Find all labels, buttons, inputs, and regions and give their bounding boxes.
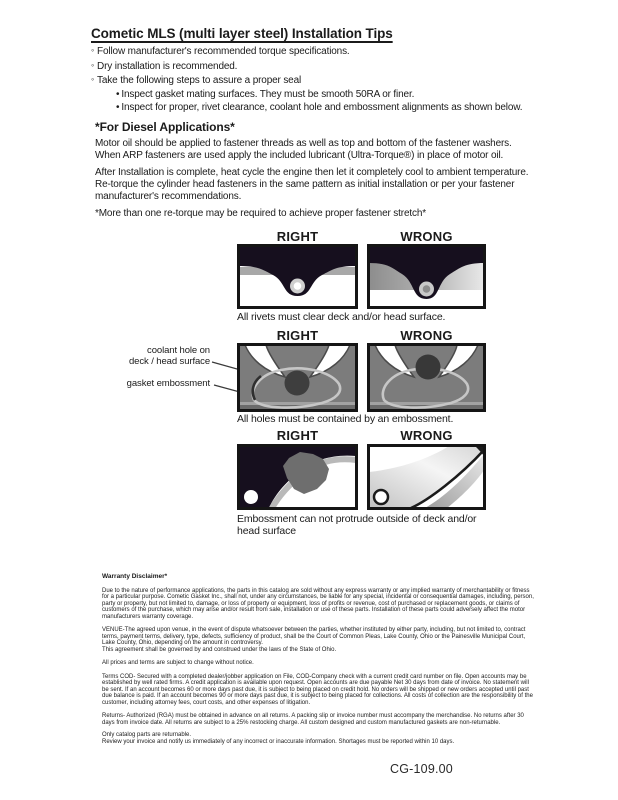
disclaimer-paragraph-returns: Returns- Authorized (RGA) must be obtained in advance on all returns. A packing slip or invoice number must accompany the merchandise. No returns after 30 days from invoice date. All returns are subject to a 25% restocking charge. All custom designed and custom manufactured gaskets are non-returnable. (102, 713, 524, 726)
sub-list-item (91, 88, 522, 102)
disclaimer-paragraph-prices: All prices and terms are subject to change without notice. (102, 660, 254, 666)
disclaimer-heading: Warranty Disclaimer* (102, 573, 168, 580)
row1-caption: All rivets must clear deck and/or head surface. (237, 311, 446, 323)
coolant-hole-callout: coolant hole on deck / head surface (128, 345, 210, 367)
right-label: RIGHT (276, 428, 319, 443)
filled-bullet-icon: • (116, 102, 120, 113)
wrong-label: WRONG (400, 229, 453, 244)
page-title: Cometic MLS (multi layer steel) Installation Tips (91, 26, 393, 41)
diesel-paragraph-1: Motor oil should be applied to fastener threads as well as top and bottom of the fastener washers. When ARP fasteners are used apply the included lubricant (Ultra-Torque®) in place of motor oil. (95, 138, 512, 161)
row2-caption: All holes must be contained by an embossment. (237, 413, 454, 425)
disclaimer-paragraph-venue: VENUE-The agreed upon venue, in the event of dispute whatsoever between the parties, whether instituted by either party, including, but not limited to, contract terms, payment terms, delivery, type, defects, sufficiency of product, shall be the Court of Common Pleas, Lake County, Ohio or the Painesville Municipal Court, Lake County, Ohio, depending on the amount in controversy. (102, 627, 526, 646)
list-item (91, 59, 522, 74)
retorque-note: *More than one re-torque may be required to achieve proper fastener stretch* (95, 208, 427, 219)
disclaimer-paragraph-review: Review your invoice and notify us immediately of any incorrect or inaccurate information. Shortages must be reported within 10 days. (102, 738, 455, 745)
installation-tips-list (91, 44, 522, 115)
list-item (91, 73, 522, 88)
sub-list-item-text: Inspect for proper, rivet clearance, coolant hole and embossment alignments as shown below. (121, 102, 523, 113)
sub-list-item (91, 101, 522, 115)
embossment-wrong-diagram (367, 444, 486, 510)
embossment-right-diagram (237, 444, 358, 510)
list-item (91, 44, 522, 59)
right-label: RIGHT (276, 328, 319, 343)
filled-bullet-icon: • (116, 88, 120, 100)
disclaimer-paragraph-catalog: Only catalog parts are returnable. (102, 732, 192, 738)
right-label: RIGHT (276, 229, 319, 244)
open-bullet-icon: ◦ (91, 74, 95, 84)
disclaimer-paragraph-governed: This agreement shall be governed by and construed under the laws of the State of Ohio. (102, 646, 337, 653)
disclaimer-paragraph-terms: Terms COD- Secured with a completed dealer/jobber application on File, COD-Company check with a current credit card number on file. Open accounts may be established by well rated firms. A credit application is available upon request. Open accounts are due payable Net 30 days from date of invoice. No statement will be sent. If an account becomes 60 or more days past due, it is subject to being placed on credit hold. No orders will be shipped or new orders accepted until past due balance is paid. If an account becomes 90 or more days past due, it is subject to being placed for collections. All costs of collection are the responsibility of the customer, including attorney fees, court costs, and other expenses of litigation. (102, 673, 533, 706)
wrong-label: WRONG (400, 428, 453, 443)
open-bullet-icon: ◦ (91, 45, 95, 55)
row3-caption: Embossment can not protrude outside of deck and/or head surface (237, 513, 477, 537)
rivet-right-diagram (237, 244, 358, 309)
sub-list-item-text: Inspect gasket mating surfaces. They must be smooth 50RA or finer. (121, 88, 415, 100)
disclaimer-paragraph-warranty: Due to the nature of performance applications, the parts in this catalog are sold without any express warranty or any implied warranty of merchantability or fitness for a particular purpose. Cometic Gasket Inc., shall not, under any circumstances, be liable for any special, incidental or consequential damages, including, person, party or property, but not limited to, damage, or loss of property or equipment, loss of profits or revenue, cost of purchased or replacement goods, or claims of customers of the purchase, which may arise and/or result from sale, installation or use of these parts. Installation of these parts could adversely affect the motor manufacturers warranty coverage. (102, 587, 534, 620)
warranty-disclaimer (102, 574, 534, 745)
list-item-text: Follow manufacturer's recommended torque specifications. (97, 46, 350, 57)
list-item-text: Dry installation is recommended. (97, 60, 238, 72)
list-item-text: Take the following steps to assure a proper seal (97, 75, 302, 86)
page-code: CG-109.00 (390, 762, 453, 776)
open-bullet-icon: ◦ (91, 59, 95, 70)
rivet-wrong-diagram (367, 244, 486, 309)
diesel-paragraph-2: After Installation is complete, heat cycle the engine then let it completely cool to ambient temperature. Re-torque the cylinder head fasteners in the same pattern as initial installation or per your fastener manufacturer's recommendations. (95, 167, 529, 202)
wrong-label: WRONG (400, 328, 453, 343)
coolant-hole-wrong-diagram (367, 343, 486, 412)
diesel-section-heading: *For Diesel Applications* (95, 120, 235, 134)
gasket-embossment-callout: gasket embossment (126, 378, 210, 389)
coolant-hole-right-diagram (237, 343, 358, 412)
